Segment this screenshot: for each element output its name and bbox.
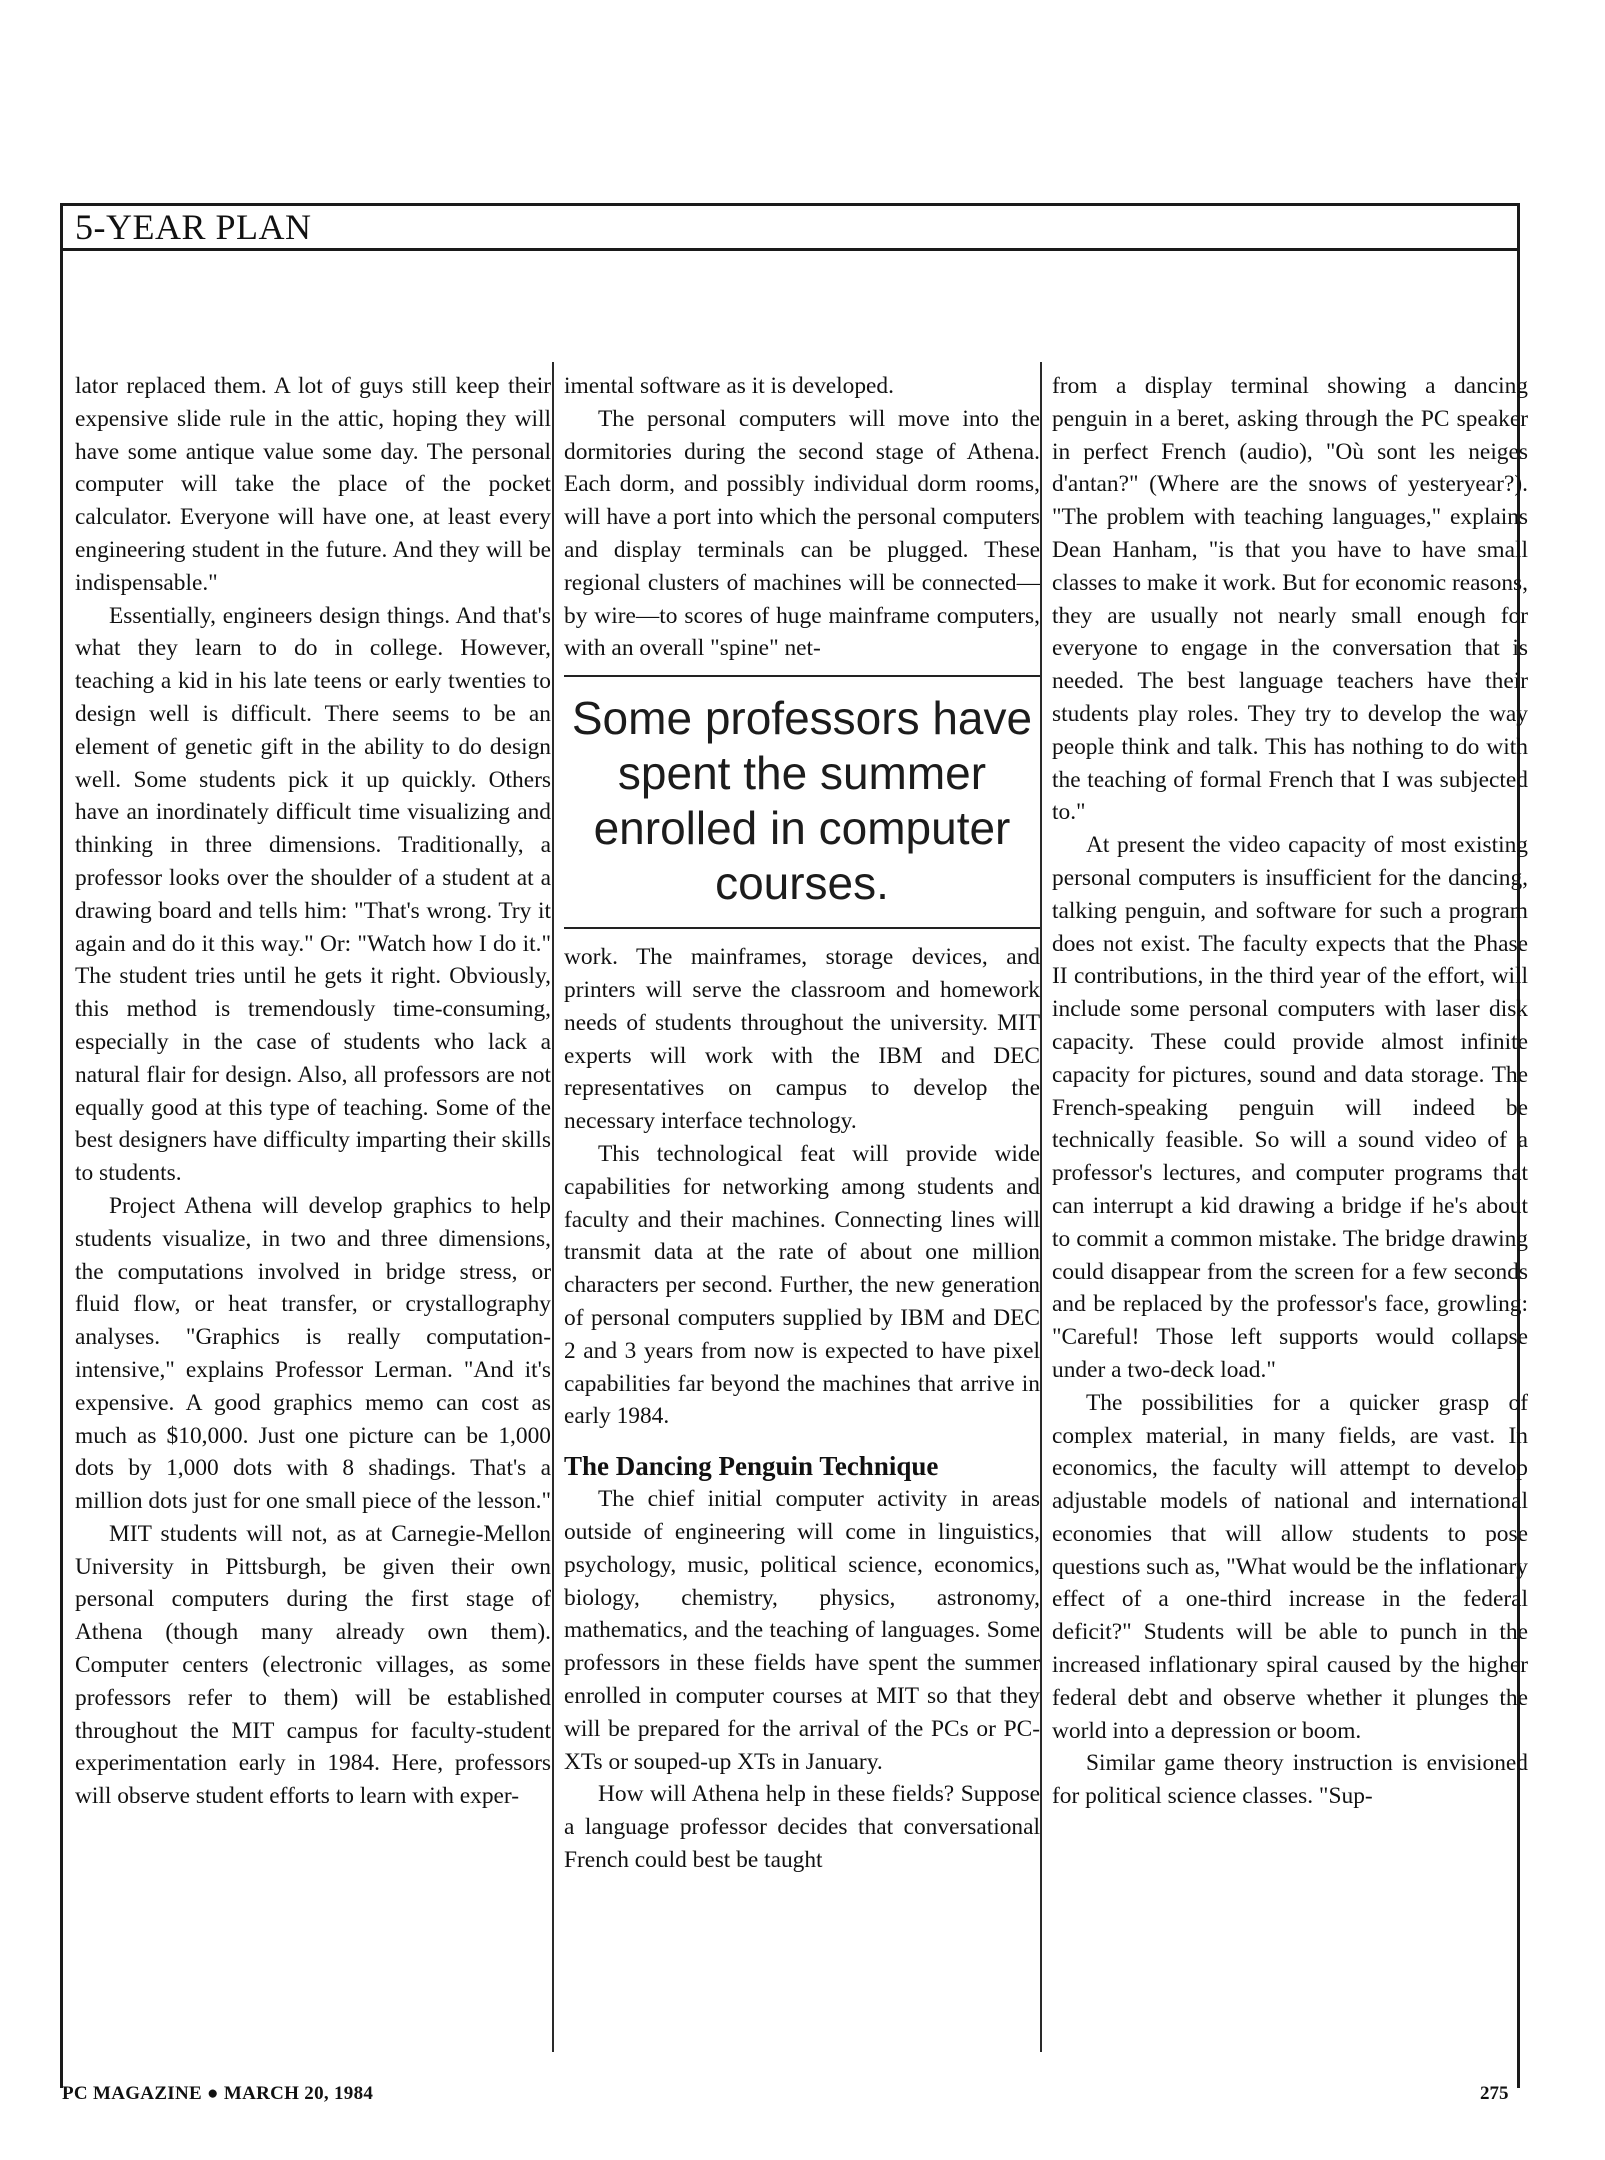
paragraph: Essentially, engineers design things. And that's what they learn to do in college. However, teaching a kid in his late teens or early twenties to design well is difficult. There seems to be an element of genetic gift in the ability to do design well. Some students pick it up quickly. Others have an inordinately difficult time visualizing and thinking in three dimensions. Traditionally, a professor looks over the shoulder of a student at a drawing board and tells him: "That's wrong. Try it again and do it this way." Or: "Watch how I do it." The student tries until he gets it right. Obviously, this method is tremendously time-consuming, especially in the case of students who lack a natural flair for design. Also, all professors are not equally good at this type of teaching. Some of the best designers have difficulty imparting their skills to students. — [75, 602, 551, 1187]
section-header — [60, 203, 1520, 251]
column-divider — [552, 362, 554, 2052]
paragraph: from a display terminal showing a dancing penguin in a beret, asking through the PC speaker in perfect French (audio), "Où sont les neiges d'antan?" (Where are the snows of yesteryear?). "The problem with teaching languages," explains Dean Hanham, "is that you have to have small classes to make it work. But for economic reasons, they are usually not nearly small enough for everyone to engage in the conversation that is needed. The best language teachers have their students play roles. They try to develop the way people think and talk. This has nothing to do with the teaching of formal French that I was subjected to." — [1052, 373, 1528, 826]
section-title: 5-YEAR PLAN — [75, 207, 312, 247]
article-column-3 — [1052, 370, 1528, 2052]
article-column-1 — [75, 370, 551, 2052]
article-column-2 — [564, 370, 1040, 2052]
paragraph: The personal computers will move into the dormitories during the second stage of Athena. Each dorm, and possibly individual dorm rooms, will have a port into which the personal computers and display terminals can be plugged. These regional clusters of machines will be connected—by wire—to scores of huge mainframe computers, with an overall "spine" net- — [564, 405, 1040, 662]
paragraph: work. The mainframes, storage devices, and printers will serve the classroom and homework needs of students throughout the university. MIT experts will work with the IBM and DEC representatives on campus to develop the necessary interface technology. — [564, 944, 1040, 1135]
column-divider — [1040, 362, 1042, 2052]
subheading: The Dancing Penguin Technique — [564, 1451, 939, 1482]
paragraph: This technological feat will provide wide capabilities for networking among students and faculty and their machines. Connecting lines will transmit data at the rate of about one million characters per second. Further, the new generation of personal computers supplied by IBM and DEC 2 and 3 years from now is expected to have pixel capabilities far beyond the machines that arrive in early 1984. — [564, 1140, 1040, 1430]
paragraph: lator replaced them. A lot of guys still keep their expensive slide rule in the attic, hoping they will have some antique value some day. The personal computer will take the place of the pocket calculator. Everyone will have one, at least every engineering student in the future. And they will be indispensable." — [75, 373, 551, 596]
paragraph: imental software as it is developed. — [564, 373, 894, 399]
paragraph: How will Athena help in these fields? Suppose a language professor decides that conversational French could best be taught — [564, 1781, 1040, 1873]
paragraph: Project Athena will develop graphics to help students visualize, in two and three dimensions, the computations involved in bridge stress, or fluid flow, or heat transfer, or crystallography analyses. "Graphics is really computation-intensive," explains Professor Lerman. "And it's expensive. A good graphics memo can cost as much as $10,000. Just one picture can be 1,000 dots by 1,000 dots with 8 shadings. That's a million dots just for one small piece of the lesson." — [75, 1192, 551, 1515]
paragraph: The chief initial computer activity in areas outside of engineering will come in linguistics, psychology, music, political science, economics, biology, chemistry, physics, astronomy, mathematics, and the teaching of languages. Some professors in these fields have spent the summer enrolled in computer courses at MIT so that they will be prepared for the arrival of the PCs or PC-XTs or souped-up XTs in January. — [564, 1486, 1040, 1775]
paragraph: MIT students will not, as at Carnegie-Mellon University in Pittsburgh, be given their own personal computers during the first stage of Athena (though many already own them). Computer centers (electronic villages, as some professors refer to them) will be established throughout the MIT campus for faculty-student experimentation early in 1984. Here, professors will observe student efforts to learn with exper- — [75, 1520, 551, 1810]
paragraph: The possibilities for a quicker grasp of complex material, in many fields, are vast. In economics, the faculty will attempt to develop adjustable models of national and international economies that will allow students to pose questions such as, "What would be the inflationary effect of a one-third increase in the federal deficit?" Students will be able to punch in the increased inflationary spiral caused by the higher federal debt and observe whether it plunges the world into a depression or boom. — [1052, 1389, 1528, 1744]
page-number: 275 — [1480, 2083, 1509, 2104]
publication-footer: PC MAGAZINE ● MARCH 20, 1984 — [62, 2083, 374, 2104]
paragraph: At present the video capacity of most existing personal computers is insufficient for the dancing, talking penguin, and software for such a program does not exist. The faculty expects that the Phase II contributions, in the third year of the effort, will include some personal computers with laser disk capacity. These could provide almost infinite capacity for pictures, sound and data storage. The French-speaking penguin will indeed be technically feasible. So will a sound video of a professor's lectures, and computer programs that can interrupt a kid drawing a bridge if he's about to commit a common mistake. The bridge drawing could disappear from the screen for a few seconds and be replaced by the professor's face, growling: "Careful! Those left supports would collapse under a two-deck load." — [1052, 832, 1528, 1383]
pull-quote: Some professors have spent the summer enrolled in computer courses. — [564, 675, 1040, 929]
paragraph: Similar game theory instruction is envisioned for political science classes. "Sup- — [1052, 1750, 1528, 1810]
